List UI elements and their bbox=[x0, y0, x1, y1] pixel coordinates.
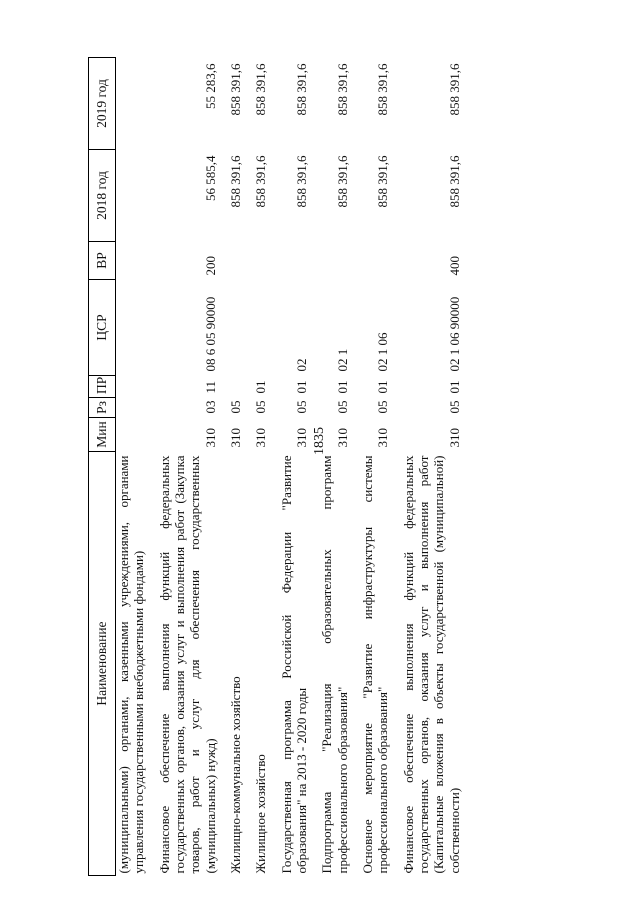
row-2018: 858 391,6 bbox=[227, 155, 243, 208]
row-csr bbox=[116, 280, 155, 376]
row-pr: 11 bbox=[202, 380, 218, 394]
row-rz: 05 bbox=[227, 400, 243, 414]
table-row bbox=[226, 58, 251, 876]
row-pr: 01 bbox=[446, 380, 462, 394]
row-pr: 01 bbox=[253, 380, 269, 394]
row-name: Финансовое обеспечение выполнения функций федеральных государственных органов, оказания услуг и выполнения работ (Капитальные вложения в объекты государственной (муниципальной) собственности) bbox=[400, 455, 462, 874]
row-2018: 858 391,6 bbox=[375, 155, 391, 208]
row-vr bbox=[116, 242, 155, 280]
row-2019: 858 391,6 bbox=[375, 63, 391, 116]
row-min: 310 bbox=[202, 428, 218, 448]
row-rz: 03 bbox=[202, 400, 218, 414]
row-name: Жилищное хозяйство bbox=[253, 754, 269, 874]
table-row bbox=[399, 58, 470, 876]
row-csr: 08 6 05 90000 bbox=[202, 296, 218, 372]
budget-table-container bbox=[88, 58, 606, 876]
header-csr: ЦСР bbox=[89, 280, 116, 376]
row-min: 310 bbox=[446, 428, 462, 448]
row-2018: 858 391,6 bbox=[253, 155, 269, 208]
row-rz: 05 bbox=[253, 400, 269, 414]
table-header-row bbox=[89, 58, 116, 876]
row-rz bbox=[116, 398, 155, 418]
row-2019 bbox=[116, 58, 155, 150]
row-rz: 05 bbox=[334, 400, 350, 414]
row-rz: 05 bbox=[375, 400, 391, 414]
row-2019: 858 391,6 bbox=[334, 63, 350, 116]
row-min bbox=[116, 418, 155, 452]
row-min: 310 bbox=[253, 428, 269, 448]
table-row bbox=[116, 58, 155, 876]
row-csr: 02 1 06 90000 bbox=[446, 296, 462, 372]
row-name: Жилищно-коммунальное хозяйство bbox=[227, 676, 243, 874]
row-2019: 858 391,6 bbox=[446, 63, 462, 116]
table-row bbox=[251, 58, 276, 876]
row-2019: 858 391,6 bbox=[293, 63, 309, 116]
row-vr bbox=[317, 242, 358, 280]
row-vr bbox=[277, 242, 318, 280]
row-name: Подпрограмма "Реализация образовательных программ профессионального образования" bbox=[319, 455, 350, 874]
row-2018: 858 391,6 bbox=[293, 155, 309, 208]
header-2018: 2018 год bbox=[89, 150, 116, 242]
row-min: 310 bbox=[334, 428, 350, 448]
header-vr: ВР bbox=[89, 242, 116, 280]
row-min: 310 bbox=[293, 428, 309, 448]
row-2018: 858 391,6 bbox=[334, 155, 350, 208]
row-name: (муниципальными) органами, казенными учреждениями, органами управления государственными внебюджетными фондами) bbox=[116, 455, 147, 874]
row-2018: 56 585,4 bbox=[202, 155, 218, 201]
row-2018 bbox=[116, 150, 155, 242]
row-vr: 200 bbox=[202, 256, 218, 276]
row-name: Основное мероприятие "Развитие инфраструктуры системы профессионального образования" bbox=[359, 455, 391, 874]
table-row bbox=[277, 58, 318, 876]
header-name: Наименование bbox=[89, 452, 116, 876]
header-2019: 2019 год bbox=[89, 58, 116, 150]
row-vr bbox=[226, 242, 251, 280]
row-csr: 02 bbox=[293, 358, 309, 372]
row-pr bbox=[116, 376, 155, 398]
page-number: 1835 bbox=[312, 427, 327, 455]
row-rz: 05 bbox=[446, 400, 462, 414]
table-row bbox=[155, 58, 226, 876]
table-row bbox=[358, 58, 399, 876]
row-vr bbox=[251, 242, 276, 280]
row-pr: 01 bbox=[334, 380, 350, 394]
row-2019: 858 391,6 bbox=[227, 63, 243, 116]
row-vr: 400 bbox=[446, 256, 462, 276]
budget-table bbox=[88, 57, 470, 876]
row-vr bbox=[358, 242, 399, 280]
header-pr: ПР bbox=[89, 376, 116, 398]
row-csr: 02 1 06 bbox=[375, 332, 391, 372]
header-min: Мин bbox=[89, 418, 116, 452]
header-rz: Рз bbox=[89, 398, 116, 418]
row-min: 310 bbox=[227, 428, 243, 448]
row-min: 310 bbox=[375, 428, 391, 448]
table-row bbox=[317, 58, 358, 876]
row-csr: 02 1 bbox=[334, 348, 350, 372]
row-rz: 05 bbox=[293, 400, 309, 414]
row-name: Финансовое обеспечение выполнения функций федеральных государственных органов, оказания услуг и выполнения работ (Закупка товаров, работ и услуг для обеспечения государственных (муниципальных) нужд) bbox=[156, 455, 218, 874]
row-pr bbox=[226, 376, 251, 398]
row-2019: 55 283,6 bbox=[202, 63, 218, 109]
row-2018: 858 391,6 bbox=[446, 155, 462, 208]
row-2019: 858 391,6 bbox=[253, 63, 269, 116]
row-pr: 01 bbox=[375, 380, 391, 394]
row-csr bbox=[226, 280, 251, 376]
row-pr: 01 bbox=[293, 380, 309, 394]
row-name: Государственная программа Российской Федерации "Развитие образования" на 2013 - 2020 годы bbox=[278, 455, 309, 874]
row-csr bbox=[251, 280, 276, 376]
